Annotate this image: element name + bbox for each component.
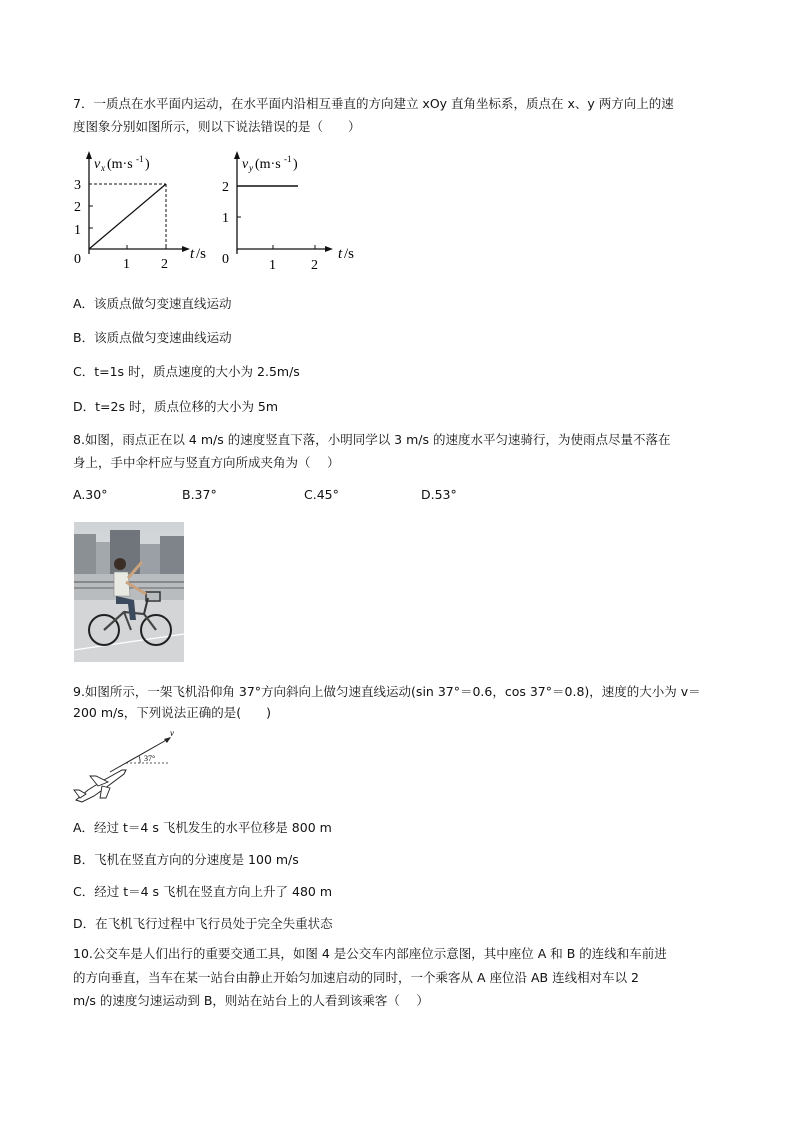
q7-stem-line1: 7．一质点在水平面内运动，在水平面内沿相互垂直的方向建立 xOy 直角坐标系，质点在 x、y 两方向上的速 — [73, 96, 674, 111]
vx-axis-unit: (m·s — [107, 157, 133, 172]
vy-xtick-2: 2 — [311, 258, 318, 272]
vx-axis-symbol: v — [94, 157, 101, 172]
q9-stem-line2: 200 m/s，下列说法正确的是( ) — [73, 705, 271, 720]
q7-vx-graph — [70, 148, 220, 272]
velocity-label: v — [170, 728, 174, 738]
vx-ytick-2: 2 — [74, 200, 81, 215]
cyclist-photo — [74, 522, 184, 662]
q7-option-c: C．t=1s 时，质点速度的大小为 2.5m/s — [73, 364, 300, 379]
q8-option-a: A.30° — [73, 487, 108, 502]
q7-vy-graph — [218, 148, 368, 272]
q9-option-c: C．经过 t＝4 s 飞机在竖直方向上升了 480 m — [73, 884, 332, 899]
q8-option-d: D.53° — [421, 487, 457, 502]
vx-origin: 0 — [74, 252, 81, 267]
vx-axis-subscript: x — [101, 163, 105, 173]
q8-option-b: B.37° — [182, 487, 217, 502]
angle-label: 37° — [144, 754, 156, 763]
q9-stem-line1: 9.如图所示，一架飞机沿仰角 37°方向斜向上做匀速直线运动(sin 37°＝0.6，cos 37°＝0.8)，速度的大小为 v＝ — [73, 684, 701, 699]
vx-ytick-3: 3 — [74, 178, 81, 193]
vy-axis-subscript: y — [249, 163, 253, 173]
q9-option-d: D．在飞机飞行过程中飞行员处于完全失重状态 — [73, 916, 333, 931]
q7-option-b: B．该质点做匀变速曲线运动 — [73, 330, 232, 345]
vy-ytick-2: 2 — [222, 180, 229, 195]
vx-xtick-1: 1 — [123, 257, 130, 272]
vy-xlabel-t: t — [338, 246, 343, 262]
vy-axis-unit: (m·s — [255, 157, 281, 172]
vy-xtick-1: 1 — [269, 258, 276, 272]
q7-option-d: D．t=2s 时，质点位移的大小为 5m — [73, 399, 279, 414]
q10-stem-line1: 10.公交车是人们出行的重要交通工具，如图 4 是公交车内部座位示意图，其中座位 A 和 B 的连线和车前进 — [73, 946, 667, 961]
vy-axis-exp: -1 — [284, 154, 292, 164]
vx-xtick-2: 2 — [161, 257, 168, 272]
vy-xlabel-unit: /s — [344, 246, 355, 262]
vx-ytick-1: 1 — [74, 223, 81, 238]
q8-stem-line1: 8.如图，雨点正在以 4 m/s 的速度竖直下落，小明同学以 3 m/s 的速度水平匀速骑行，为使雨点尽量不落在 — [73, 432, 671, 447]
q10-stem-line2: 的方向垂直，当车在某一站台由静止开始匀加速启动的同时，一个乘客从 A 座位沿 AB 连线相对车以 2 — [73, 970, 639, 985]
q10-stem-line3: m/s 的速度匀速运动到 B，则站在站台上的人看到该乘客（ ） — [73, 993, 429, 1008]
vx-axis-exp: -1 — [136, 154, 144, 164]
vy-ytick-1: 1 — [222, 211, 229, 226]
vy-axis-close: ) — [293, 157, 298, 172]
vx-xlabel-t: t — [190, 246, 195, 262]
q8-stem-line2: 身上，手中伞杆应与竖直方向所成夹角为（ ） — [73, 455, 340, 470]
q8-option-c: C.45° — [304, 487, 339, 502]
q7-stem-line2: 度图象分别如图所示，则以下说法错误的是（ ） — [73, 119, 361, 134]
vy-origin: 0 — [222, 252, 229, 267]
vx-xlabel-unit: /s — [196, 246, 207, 262]
q7-option-a: A．该质点做匀变速直线运动 — [73, 296, 232, 311]
q9-option-a: A．经过 t＝4 s 飞机发生的水平位移是 800 m — [73, 820, 332, 835]
q9-option-b: B．飞机在竖直方向的分速度是 100 m/s — [73, 852, 299, 867]
q9-airplane-figure — [70, 728, 180, 808]
vx-axis-close: ) — [145, 157, 150, 172]
vy-axis-symbol: v — [242, 157, 249, 172]
